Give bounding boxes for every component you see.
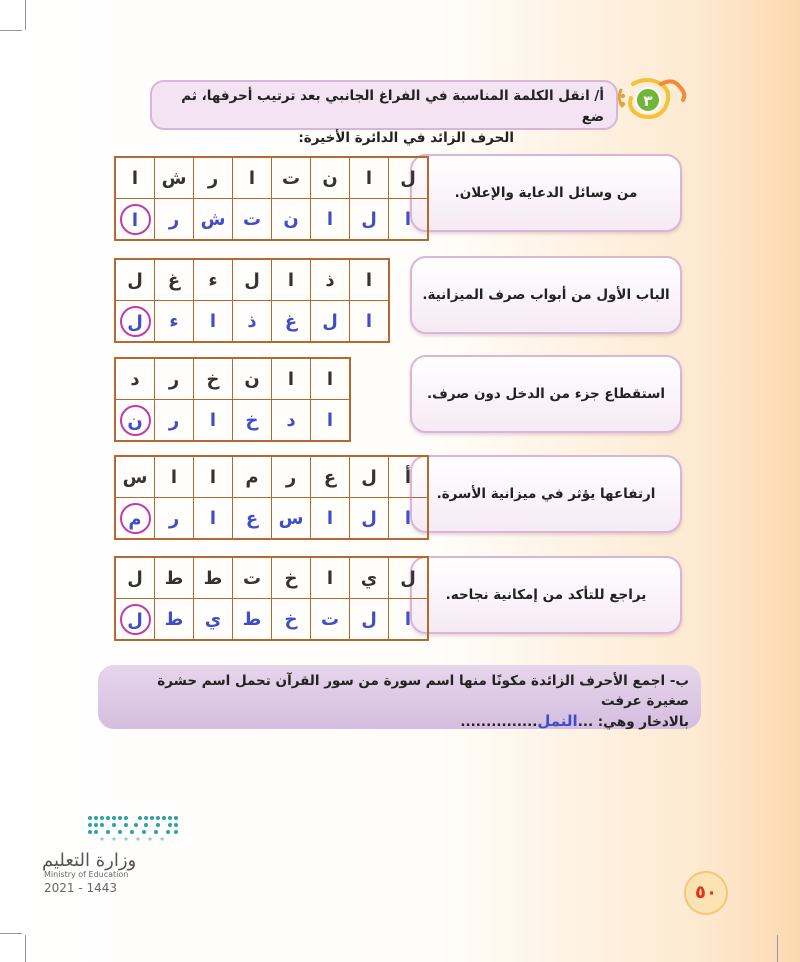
- answer-cell: ا: [311, 400, 351, 442]
- letter-cell: ن: [233, 358, 272, 400]
- clue-box: من وسائل الدعاية والإعلان.: [410, 154, 682, 232]
- letter-cell: ت: [272, 157, 311, 199]
- answer-cell: ي: [194, 599, 233, 641]
- extra-letter-cell: [115, 498, 155, 540]
- answer-cell: ر: [155, 400, 194, 442]
- letter-cell: ا: [155, 456, 194, 498]
- answer-cell: ا: [389, 599, 429, 641]
- answer-cell: ا: [389, 199, 429, 241]
- extra-letter-cell: [115, 599, 155, 641]
- extra-letter-circle: ل: [120, 306, 151, 337]
- letter-grid: [114, 357, 351, 442]
- part-b-suffix: ...............: [460, 714, 538, 730]
- letter-cell: س: [115, 456, 155, 498]
- letter-cell: ا: [115, 157, 155, 199]
- letter-cell: ل: [115, 259, 155, 301]
- letter-cell: ر: [155, 358, 194, 400]
- letter-cell: د: [115, 358, 155, 400]
- answer-cell: خ: [233, 400, 272, 442]
- letter-cell: ا: [194, 456, 233, 498]
- page-number: ٥٠: [684, 871, 728, 915]
- crop-mark: [777, 935, 778, 962]
- extra-letter-circle: ن: [120, 405, 151, 436]
- letter-cell: ط: [155, 557, 194, 599]
- letter-grid: [114, 258, 390, 343]
- instruction-line-2: الحرف الزائد في الدائرة الأخيرة:: [298, 130, 514, 146]
- crop-mark: [25, 0, 26, 30]
- answer-cell: ت: [233, 199, 272, 241]
- answer-cell: ل: [350, 599, 389, 641]
- answer-cell: ر: [155, 498, 194, 540]
- extra-letter-circle: م: [120, 503, 151, 534]
- part-b-box: [98, 665, 701, 729]
- letter-cell: ا: [350, 157, 389, 199]
- answer-cell: خ: [272, 599, 311, 641]
- exercise-badge-icon: [617, 76, 691, 122]
- crop-mark: [0, 30, 22, 31]
- clue-box: استقطاع جزء من الدخل دون صرف.: [410, 355, 682, 433]
- letter-cell: ء: [194, 259, 233, 301]
- letter-cell: ت: [233, 557, 272, 599]
- answer-cell: ط: [233, 599, 272, 641]
- part-b-prefix: بالادخار وهي: ...: [577, 714, 689, 730]
- letter-grid: [114, 156, 429, 241]
- answer-cell: ا: [194, 400, 233, 442]
- letter-cell: ا: [233, 157, 272, 199]
- answer-cell: ا: [311, 498, 350, 540]
- letter-cell: خ: [272, 557, 311, 599]
- letter-cell: غ: [155, 259, 194, 301]
- ministry-name-arabic: وزارة التعليم: [42, 850, 137, 871]
- answer-cell: ر: [155, 199, 194, 241]
- letter-cell: ي: [350, 557, 389, 599]
- edition-year: 2021 - 1443: [44, 881, 118, 895]
- answer-cell: ل: [350, 498, 389, 540]
- answer-cell: ت: [311, 599, 350, 641]
- answer-cell: ن: [272, 199, 311, 241]
- answer-cell: ا: [194, 498, 233, 540]
- extra-letter-cell: [115, 301, 155, 343]
- letter-grid: [114, 556, 429, 641]
- answer-cell: ا: [389, 498, 429, 540]
- part-b-line-1: ب- اجمع الأحرف الزائدة مكونًا منها اسم سورة من سور القرآن تحمل اسم حشرة صغيرة عرفت: [157, 673, 689, 709]
- exercise-instruction: [150, 80, 618, 146]
- ministry-name-english: Ministry of Education: [44, 870, 129, 879]
- clue-box: ارتفاعها يؤثر في ميزانية الأسرة.: [410, 455, 682, 533]
- letter-cell: ش: [155, 157, 194, 199]
- extra-letter-cell: [115, 199, 155, 241]
- answer-cell: س: [272, 498, 311, 540]
- letter-cell: ذ: [311, 259, 350, 301]
- letter-cell: ط: [194, 557, 233, 599]
- letter-cell: ل: [233, 259, 272, 301]
- answer-cell: د: [272, 400, 311, 442]
- clue-box: يراجع للتأكد من إمكانية نجاحه.: [410, 556, 682, 634]
- answer-cell: ا: [194, 301, 233, 343]
- letter-grid: [114, 455, 429, 540]
- letter-cell: أ: [389, 456, 429, 498]
- letter-cell: ل: [389, 157, 429, 199]
- letter-cell: ا: [311, 557, 350, 599]
- letter-cell: ا: [272, 358, 311, 400]
- ministry-logo-icon: [40, 812, 180, 852]
- extra-letter-circle: ا: [120, 204, 151, 235]
- letter-cell: ل: [115, 557, 155, 599]
- answer-cell: ل: [311, 301, 350, 343]
- letter-cell: ل: [389, 557, 429, 599]
- answer-cell: ء: [155, 301, 194, 343]
- extra-letter-circle: ل: [120, 604, 151, 635]
- letter-cell: ع: [311, 456, 350, 498]
- letter-cell: م: [233, 456, 272, 498]
- exercise-number: ٣: [643, 92, 653, 110]
- letter-cell: ا: [311, 358, 351, 400]
- instruction-line-1: أ/ انقل الكلمة المناسبة في الفراغ الجانبي بعد ترتيب أحرفها، ثم ضع: [181, 88, 604, 125]
- answer-cell: ش: [194, 199, 233, 241]
- letter-cell: ر: [194, 157, 233, 199]
- answer-cell: ا: [311, 199, 350, 241]
- answer-cell: غ: [272, 301, 311, 343]
- part-b-answer: النمل: [537, 712, 578, 730]
- extra-letter-cell: [115, 400, 155, 442]
- answer-cell: ا: [350, 301, 390, 343]
- letter-cell: ر: [272, 456, 311, 498]
- part-b-line-2: [110, 711, 689, 732]
- letter-cell: ا: [272, 259, 311, 301]
- letter-cell: ن: [311, 157, 350, 199]
- answer-cell: ل: [350, 199, 389, 241]
- answer-cell: ذ: [233, 301, 272, 343]
- letter-cell: خ: [194, 358, 233, 400]
- crop-mark: [0, 933, 22, 934]
- letter-cell: ا: [350, 259, 390, 301]
- clue-box: الباب الأول من أبواب صرف الميزانية.: [410, 256, 682, 334]
- crop-mark: [25, 935, 26, 962]
- answer-cell: ع: [233, 498, 272, 540]
- letter-cell: ل: [350, 456, 389, 498]
- answer-cell: ط: [155, 599, 194, 641]
